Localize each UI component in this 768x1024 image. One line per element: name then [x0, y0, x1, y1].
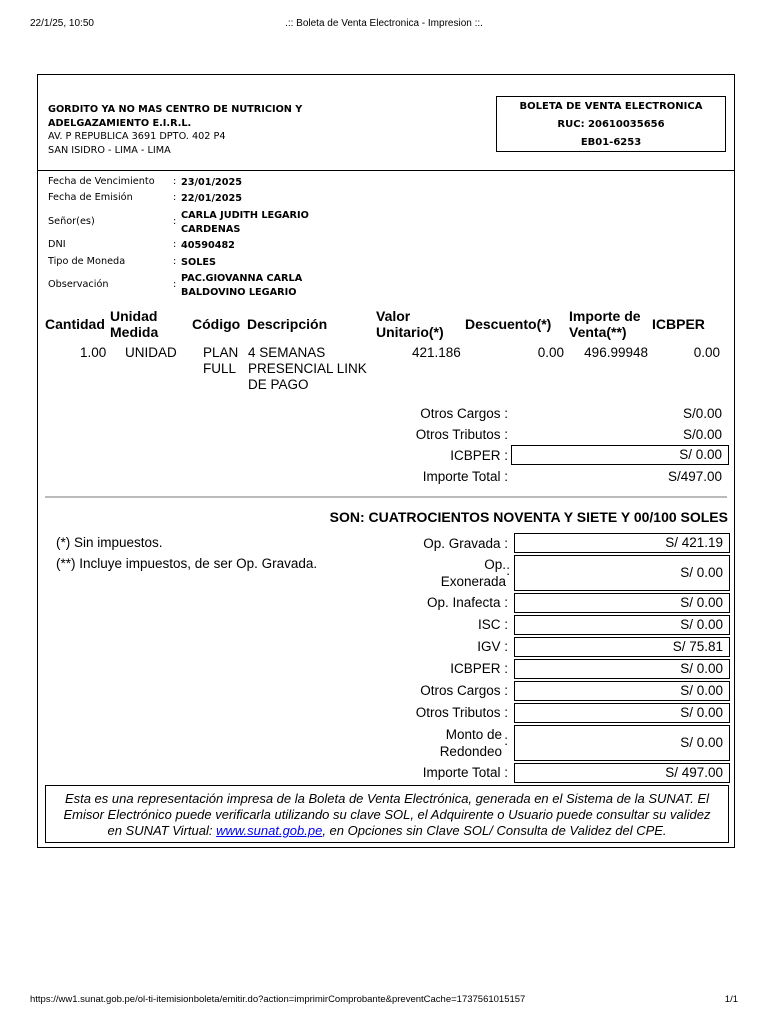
th-cantidad: Cantidad	[45, 316, 105, 332]
th-descuento: Descuento(*)	[465, 316, 552, 332]
row-codigo-2: FULL	[203, 361, 237, 376]
s1-total: S/497.00	[667, 469, 722, 484]
label: DNI	[48, 239, 66, 250]
boleta-title: BOLETA DE VENTA ELECTRONICA	[519, 101, 703, 112]
section-divider	[45, 496, 727, 498]
value: SOLES	[181, 257, 216, 268]
s2-exonerada-label-2: Exonerada	[440, 574, 506, 589]
th-valor	[376, 308, 444, 340]
th-valor-1: Valor	[376, 308, 411, 324]
boleta-id-box	[496, 96, 726, 152]
th-importe-1: Importe de	[569, 308, 641, 324]
company-name-line1: GORDITO YA NO MAS CENTRO DE NUTRICION Y	[48, 104, 303, 115]
s1-otros-cargos: S/0.00	[682, 406, 722, 421]
senor-line2: CARDENAS	[181, 223, 241, 235]
print-page-number: 1/1	[724, 994, 738, 1005]
value	[181, 209, 351, 236]
s1-otros-tributos-label: Otros Tributos :	[415, 427, 508, 442]
s2-inafecta-label: Op. Inafecta :	[426, 595, 508, 610]
row-unidad: UNIDAD	[125, 345, 177, 360]
row-desc-2: PRESENCIAL LINK	[248, 361, 367, 376]
s1-otros-cargos-label: Otros Cargos :	[420, 406, 508, 421]
row-icbper: 0.00	[693, 345, 720, 360]
legal-line3-post: , en Opciones sin Clave SOL/ Consulta de Validez del CPE.	[322, 823, 667, 838]
print-url: https://ww1.sunat.gob.pe/ol-ti-itemisionboleta/emitir.do?action=imprimirComprobante&preventCache=1737561015157	[30, 994, 526, 1005]
row-descuento: 0.00	[537, 345, 564, 360]
legal-notice	[45, 785, 729, 843]
row-desc-3: DE PAGO	[248, 377, 309, 392]
boleta-document	[37, 74, 735, 848]
s2-gravada-label: Op. Gravada :	[423, 536, 508, 551]
header-divider	[38, 170, 734, 171]
s1-icbper-label: ICBPER :	[450, 448, 508, 463]
th-valor-2: Unitario(*)	[376, 324, 444, 340]
value: 23/01/2025	[181, 177, 243, 188]
row-importe: 496.99948	[584, 345, 648, 360]
s2-isc-label: ISC :	[477, 617, 508, 632]
boleta-number: EB01-6253	[580, 137, 642, 148]
legal-line3	[46, 823, 728, 839]
s2-gravada-box: S/ 421.19	[514, 533, 730, 553]
boleta-ruc: RUC: 20610035656	[557, 119, 665, 130]
label: Fecha de Vencimiento	[48, 176, 155, 187]
sep: :	[173, 239, 177, 250]
s2-inafecta-box: S/ 0.00	[514, 593, 730, 613]
s2-otros-cargos-box: S/ 0.00	[514, 681, 730, 701]
label: Tipo de Moneda	[48, 256, 126, 267]
row-codigo-1: PLAN	[203, 345, 239, 360]
th-unidad	[110, 308, 158, 340]
row-descripcion	[248, 345, 367, 393]
row-desc-1: 4 SEMANAS	[248, 345, 326, 360]
th-unidad-1: Unidad	[110, 308, 158, 324]
obs-line2: BALDOVINO LEGARIO	[181, 286, 297, 298]
value	[181, 272, 351, 299]
label: Señor(es)	[48, 216, 95, 227]
label: Fecha de Emisión	[48, 192, 133, 203]
legal-line2: Emisor Electrónico puede verificarla utilizando su clave SOL, el Adquirente o Usuario puede consultar su validez	[63, 807, 711, 822]
print-datetime: 22/1/25, 10:50	[30, 18, 94, 29]
label: Observación	[48, 279, 109, 290]
legal-line3-pre: en SUNAT Virtual:	[107, 823, 217, 838]
th-importe-2: Venta(**)	[569, 324, 627, 340]
th-unidad-2: Medida	[110, 324, 159, 340]
row-valor: 421.186	[412, 345, 461, 360]
s2-redondeo-box: S/ 0.00	[514, 725, 730, 761]
sep: :	[173, 176, 177, 187]
s2-total-label: Importe Total :	[422, 765, 508, 780]
value: 40590482	[181, 240, 235, 251]
s2-exonerada-label-1: Op.	[484, 557, 506, 572]
note-sin-impuestos: (*) Sin impuestos.	[56, 535, 163, 550]
th-codigo: Código	[192, 316, 241, 332]
sunat-link[interactable]: www.sunat.gob.pe	[216, 823, 323, 838]
s2-otros-tributos-box: S/ 0.00	[514, 703, 730, 723]
s1-icbper-box: S/ 0.00	[511, 445, 729, 465]
s2-exonerada-box: S/ 0.00	[514, 555, 730, 591]
s2-otros-tributos-label: Otros Tributos :	[415, 705, 508, 720]
sep: :	[173, 256, 177, 267]
senor-line1: CARLA JUDITH LEGARIO	[181, 210, 309, 221]
sep: :	[173, 279, 177, 290]
company-block	[48, 103, 302, 157]
s2-exonerada-label	[441, 556, 506, 590]
company-address: AV. P REPUBLICA 3691 DPTO. 402 P4	[48, 131, 226, 142]
s2-icbper-label: ICBPER :	[450, 661, 508, 676]
s2-redondeo-label	[440, 726, 502, 760]
s2-igv-label: IGV :	[477, 639, 508, 654]
print-page-title: .:: Boleta de Venta Electronica - Impresion ::.	[285, 18, 483, 29]
row-codigo	[203, 345, 238, 377]
s2-isc-box: S/ 0.00	[514, 615, 730, 635]
th-importe	[569, 308, 641, 340]
s1-total-label: Importe Total :	[422, 469, 508, 484]
th-descripcion: Descripción	[247, 316, 328, 332]
sep: :	[173, 216, 177, 227]
s1-otros-tributos: S/0.00	[682, 427, 722, 442]
row-cantidad: 1.00	[80, 345, 107, 360]
s2-otros-cargos-label: Otros Cargos :	[420, 683, 508, 698]
s2-redondeo-label-1: Monto de	[445, 727, 502, 742]
company-name-line2: ADELGAZAMIENTO E.I.R.L.	[48, 117, 192, 129]
s2-exonerada-colon: :	[506, 563, 510, 578]
value: 22/01/2025	[181, 193, 243, 204]
company-district: SAN ISIDRO - LIMA - LIMA	[48, 144, 171, 156]
s2-igv-box: S/ 75.81	[514, 637, 730, 657]
sep: :	[173, 192, 177, 203]
s2-total-box: S/ 497.00	[514, 763, 730, 783]
s2-redondeo-colon: :	[504, 733, 508, 748]
amount-in-words: SON: CUATROCIENTOS NOVENTA Y SIETE Y 00/100 SOLES	[329, 509, 728, 525]
legal-line1: Esta es una representación impresa de la Boleta de Venta Electrónica, generada en el Sistema de la SUNAT. El	[64, 791, 710, 806]
s2-redondeo-label-2: Redondeo	[439, 744, 502, 759]
th-icbper: ICBPER	[652, 316, 705, 332]
s2-icbper-box: S/ 0.00	[514, 659, 730, 679]
obs-line1: PAC.GIOVANNA CARLA	[181, 273, 303, 284]
note-incluye-impuestos: (**) Incluye impuestos, de ser Op. Gravada.	[56, 556, 318, 571]
